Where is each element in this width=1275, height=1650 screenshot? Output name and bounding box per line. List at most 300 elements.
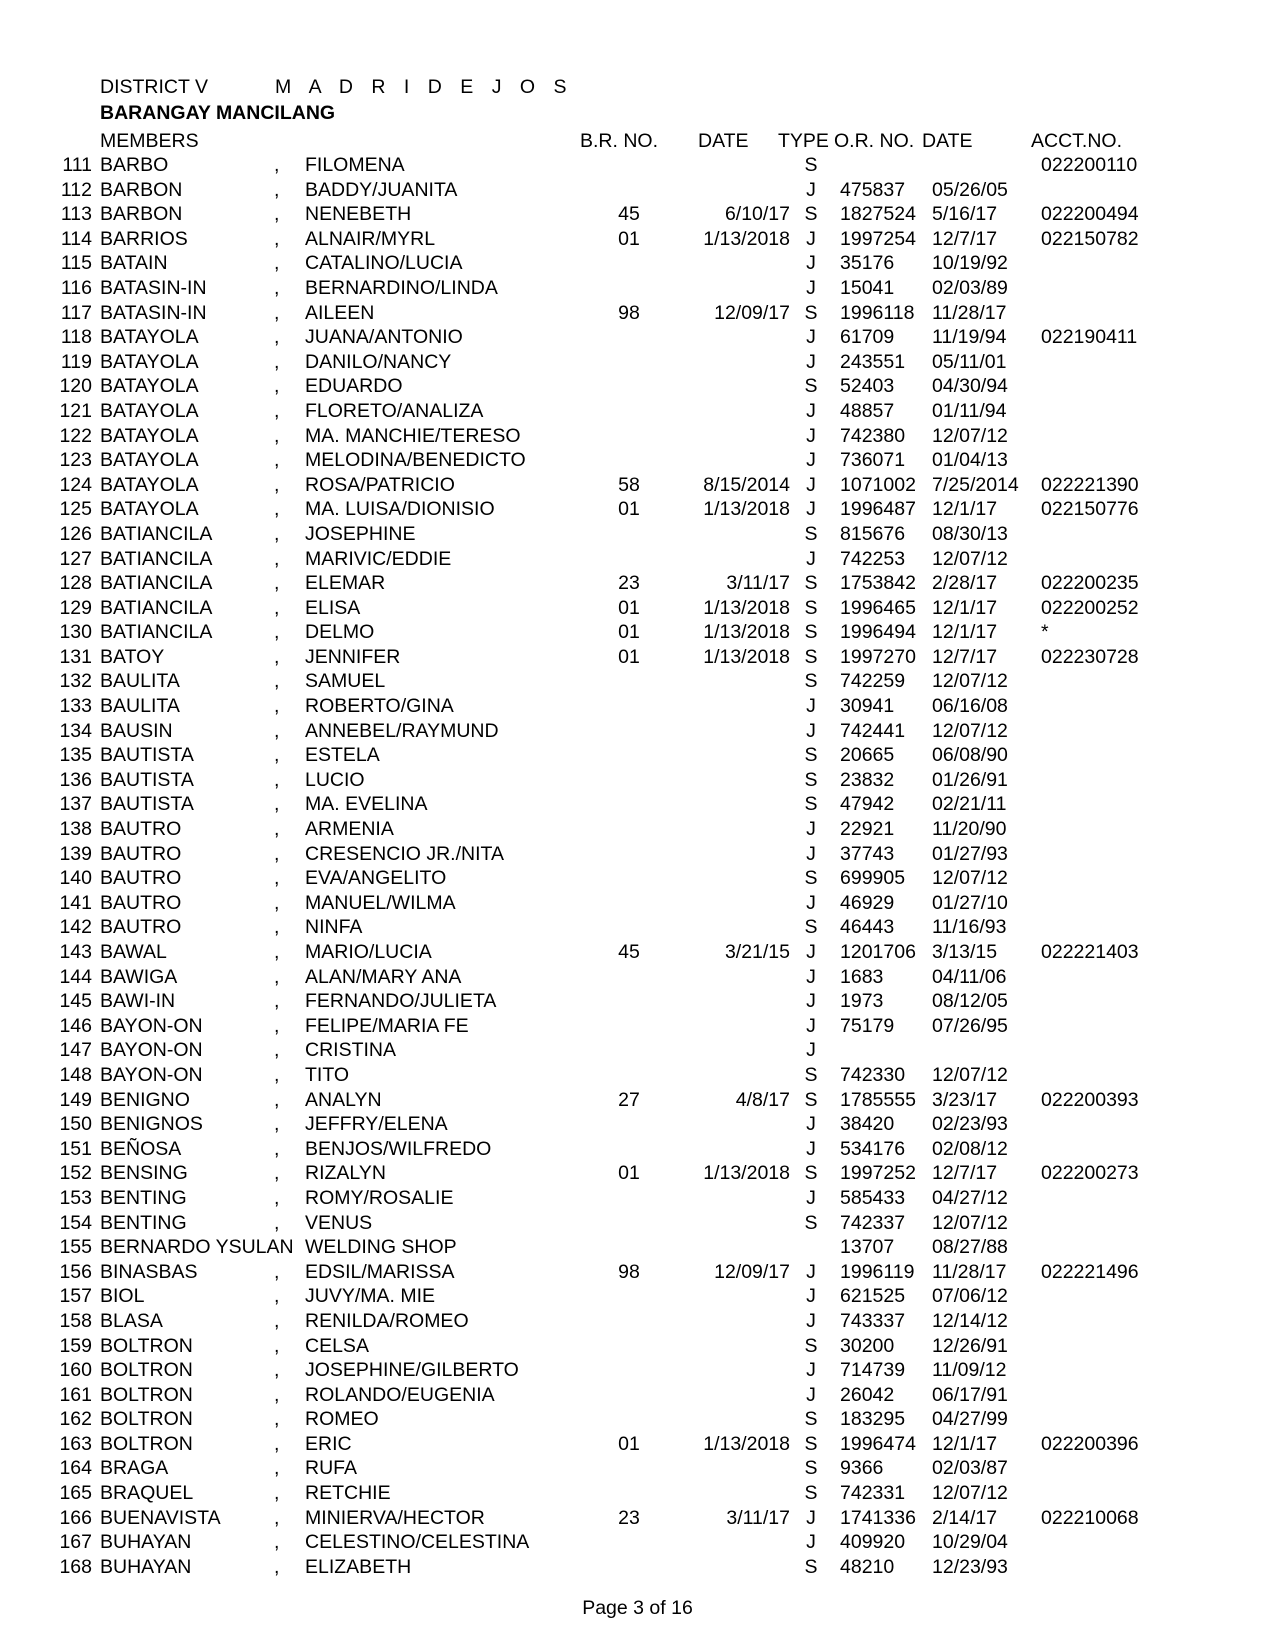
row-number: 123 (59, 449, 92, 472)
account-number: 022210068 (1041, 1506, 1139, 1529)
last-name: BUENAVISTA (100, 1506, 221, 1529)
or-number: 1997270 (840, 645, 916, 668)
member-type: S (804, 744, 818, 767)
last-name: BAUTRO (100, 891, 182, 914)
br-number: 23 (618, 572, 640, 595)
or-date: 3/23/17 (932, 1088, 998, 1111)
last-name: BAYON-ON (100, 1039, 203, 1062)
first-names: MINIERVA/HECTOR (305, 1506, 485, 1529)
first-names: AILEEN (305, 301, 375, 324)
row-number: 115 (60, 252, 92, 275)
name-separator: , (274, 178, 280, 201)
or-date: 3/13/15 (932, 941, 998, 963)
row-number: 134 (59, 719, 92, 742)
br-number: 01 (618, 621, 640, 644)
or-number: 47942 (840, 793, 895, 816)
row-number: 155 (59, 1236, 92, 1259)
or-date: 02/03/89 (932, 276, 1008, 299)
or-date: 12/1/17 (932, 596, 998, 619)
table-row (0, 1407, 1275, 1432)
or-date: 06/08/90 (932, 744, 1008, 767)
last-name: BOLTRON (100, 1432, 193, 1455)
or-number: 1753842 (840, 572, 916, 595)
row-number: 154 (59, 1211, 92, 1234)
or-number: 52403 (840, 375, 895, 398)
member-type: J (806, 1285, 816, 1308)
last-name: BAUSIN (100, 719, 173, 742)
table-row (0, 1161, 1275, 1186)
first-names: BERNARDINO/LINDA (305, 276, 498, 299)
account-number: 022150776 (1041, 498, 1139, 521)
member-type: S (804, 572, 818, 595)
name-separator: , (274, 1162, 280, 1185)
row-number: 126 (59, 522, 92, 545)
br-date: 3/21/15 (724, 941, 790, 963)
or-number: 699905 (840, 867, 906, 890)
name-separator: , (274, 424, 280, 447)
row-number: 132 (59, 670, 92, 693)
first-names: BENJOS/WILFREDO (305, 1137, 492, 1160)
last-name: BATOY (100, 645, 165, 668)
row-number: 146 (59, 1014, 92, 1037)
or-date: 12/26/91 (932, 1334, 1008, 1357)
member-type: S (804, 670, 818, 693)
last-name: BENSING (100, 1162, 188, 1185)
table-row (0, 1506, 1275, 1531)
name-separator: , (274, 301, 280, 324)
last-name: BATAIN (100, 252, 168, 275)
table-row (0, 1432, 1275, 1457)
table-row (0, 1334, 1275, 1359)
name-separator: , (274, 645, 280, 668)
row-number: 148 (59, 1063, 92, 1086)
name-separator: , (274, 1309, 280, 1332)
member-type: S (804, 1063, 818, 1086)
or-number: 742331 (840, 1482, 906, 1505)
or-date: 12/07/12 (932, 1211, 1008, 1234)
name-separator: , (274, 154, 280, 176)
or-number: 742253 (840, 547, 906, 570)
name-separator: , (274, 1260, 280, 1283)
member-type: J (806, 1137, 816, 1160)
table-row (0, 424, 1275, 449)
last-name: BATAYOLA (100, 498, 199, 521)
or-number: 48857 (840, 399, 895, 422)
or-date: 12/14/12 (932, 1309, 1008, 1332)
row-number: 124 (59, 473, 92, 496)
table-row (0, 448, 1275, 473)
member-type: J (806, 941, 816, 963)
row-number: 159 (59, 1334, 92, 1357)
table-row (0, 842, 1275, 867)
last-name: BAWAL (100, 941, 167, 963)
table-row (0, 350, 1275, 375)
row-number: 136 (59, 768, 92, 791)
or-number: 1996494 (840, 621, 916, 644)
member-type: S (804, 375, 818, 398)
or-date: 06/17/91 (932, 1383, 1008, 1406)
first-names: ELIZABETH (305, 1555, 412, 1578)
table-row (0, 547, 1275, 572)
last-name: BATASIN-IN (100, 301, 207, 324)
district-label: DISTRICT V (100, 76, 208, 98)
table-row (0, 1481, 1275, 1506)
last-name: BAUTRO (100, 842, 182, 865)
account-number: 022200235 (1041, 572, 1139, 595)
table-row (0, 669, 1275, 694)
table-row (0, 1063, 1275, 1088)
or-number: 742337 (840, 1211, 906, 1234)
member-type: J (806, 1309, 816, 1332)
table-row (0, 1284, 1275, 1309)
row-number: 160 (59, 1359, 92, 1382)
row-number: 112 (60, 178, 92, 201)
table-row (0, 178, 1275, 203)
or-number: 742259 (840, 670, 906, 693)
name-separator: , (274, 818, 280, 841)
name-separator: , (274, 498, 280, 521)
name-separator: , (274, 276, 280, 299)
last-name: BATAYOLA (100, 350, 199, 373)
row-number: 142 (59, 916, 92, 939)
name-separator: , (274, 203, 280, 226)
member-type: J (806, 891, 816, 914)
last-name: BARBON (100, 203, 183, 226)
table-row (0, 202, 1275, 227)
or-date: 02/23/93 (932, 1113, 1008, 1136)
or-date: 12/07/12 (932, 424, 1008, 447)
last-name: BAUTRO (100, 818, 182, 841)
table-row (0, 596, 1275, 621)
table-row (0, 153, 1275, 178)
name-separator: , (274, 572, 280, 595)
or-date: 04/27/12 (932, 1186, 1008, 1209)
table-row (0, 1383, 1275, 1408)
row-number: 128 (59, 572, 92, 595)
member-type: J (806, 473, 816, 496)
first-names: MA. MANCHIE/TERESO (305, 424, 521, 447)
member-type: S (804, 793, 818, 816)
table-row (0, 620, 1275, 645)
or-date: 12/07/12 (932, 1063, 1008, 1086)
name-separator: , (274, 326, 280, 349)
or-number: 20665 (840, 744, 895, 767)
row-number: 166 (59, 1506, 92, 1529)
br-date: 3/11/17 (726, 572, 790, 595)
or-number: 534176 (840, 1137, 906, 1160)
table-row (0, 866, 1275, 891)
first-names: CELSA (305, 1334, 369, 1357)
or-date: 10/29/04 (932, 1531, 1008, 1554)
first-names: CRESENCIO JR./NITA (305, 842, 504, 865)
br-number: 01 (618, 596, 640, 619)
name-separator: , (274, 596, 280, 619)
row-number: 168 (59, 1555, 92, 1578)
br-date: 1/13/2018 (703, 645, 790, 668)
member-type: J (806, 719, 816, 742)
last-name: BRAGA (100, 1457, 169, 1480)
account-number: 022221403 (1041, 941, 1139, 963)
or-number: 38420 (840, 1113, 895, 1136)
or-date: 11/16/93 (932, 916, 1007, 939)
row-number: 111 (62, 154, 92, 176)
table-row (0, 1211, 1275, 1236)
or-number: 35176 (840, 252, 895, 275)
or-number: 1071002 (840, 473, 916, 496)
first-names: BADDY/JUANITA (305, 178, 458, 201)
row-number: 152 (59, 1162, 92, 1185)
or-number: 48210 (840, 1555, 895, 1578)
last-name: BATIANCILA (100, 621, 213, 644)
last-name: BAUTISTA (100, 768, 194, 791)
member-type: J (806, 1506, 816, 1529)
br-number: 01 (618, 1162, 640, 1185)
or-date: 2/28/17 (932, 572, 998, 595)
or-date: 04/30/94 (932, 375, 1008, 398)
row-number: 133 (59, 695, 92, 718)
name-separator: , (274, 547, 280, 570)
first-names: ROSA/PATRICIO (305, 473, 455, 496)
member-type: J (806, 178, 816, 201)
name-separator: , (274, 473, 280, 496)
table-row (0, 251, 1275, 276)
last-name: BAYON-ON (100, 1014, 203, 1037)
member-type: J (806, 498, 816, 521)
member-type: J (806, 1039, 816, 1062)
name-separator: , (274, 350, 280, 373)
or-number: 243551 (840, 350, 906, 373)
row-number: 121 (59, 399, 92, 422)
or-date: 02/03/87 (932, 1457, 1008, 1480)
table-row (0, 374, 1275, 399)
row-number: 143 (59, 941, 92, 963)
br-number: 45 (618, 941, 640, 963)
member-type: S (804, 1408, 818, 1431)
table-row (0, 1112, 1275, 1137)
first-names: ROMEO (305, 1408, 379, 1431)
row-number: 138 (59, 818, 92, 841)
or-number: 742441 (840, 719, 906, 742)
row-number: 149 (59, 1088, 92, 1111)
last-name: BARBO (100, 154, 169, 176)
br-date: 1/13/2018 (703, 596, 790, 619)
or-date: 11/09/12 (932, 1359, 1007, 1382)
or-number: 183295 (840, 1408, 906, 1431)
member-type: J (806, 695, 816, 718)
or-date: 12/1/17 (932, 1432, 998, 1455)
table-row (0, 1038, 1275, 1063)
member-type: S (804, 1334, 818, 1357)
last-name: BATIANCILA (100, 547, 213, 570)
first-names: FELIPE/MARIA FE (305, 1014, 469, 1037)
first-names: LUCIO (305, 768, 365, 791)
or-date: 01/27/10 (932, 891, 1008, 914)
member-type: S (804, 916, 818, 939)
table-row (0, 1014, 1275, 1039)
or-date: 04/11/06 (932, 965, 1007, 988)
row-number: 141 (59, 891, 92, 914)
last-name: BENTING (100, 1211, 187, 1234)
or-number: 26042 (840, 1383, 895, 1406)
last-name: BOLTRON (100, 1408, 193, 1431)
or-number: 714739 (840, 1359, 906, 1382)
name-separator: , (274, 744, 280, 767)
last-name: BEÑOSA (100, 1137, 182, 1160)
or-date: 12/07/12 (932, 547, 1008, 570)
row-number: 161 (59, 1383, 92, 1406)
row-number: 137 (59, 793, 92, 816)
or-date: 05/11/01 (932, 350, 1007, 373)
col-acct-no-header: ACCT.NO. (1031, 130, 1123, 152)
or-date: 07/06/12 (932, 1285, 1008, 1308)
or-date: 08/12/05 (932, 990, 1008, 1013)
table-row (0, 915, 1275, 940)
first-names: RENILDA/ROMEO (305, 1309, 469, 1332)
member-type: J (806, 326, 816, 349)
table-row (0, 891, 1275, 916)
first-names: RIZALYN (305, 1162, 386, 1185)
first-names: JUANA/ANTONIO (305, 326, 463, 349)
row-number: 151 (59, 1137, 92, 1160)
name-separator: , (274, 375, 280, 398)
br-number: 98 (618, 301, 640, 324)
row-number: 131 (59, 645, 92, 668)
account-number: * (1041, 621, 1049, 644)
or-date: 12/7/17 (932, 1162, 998, 1185)
last-name: BAULITA (100, 695, 180, 718)
or-number: 736071 (840, 449, 906, 472)
br-number: 98 (618, 1260, 640, 1283)
first-names: EDSIL/MARISSA (305, 1260, 455, 1283)
name-separator: , (274, 449, 280, 472)
last-name: BIOL (100, 1285, 145, 1308)
or-number: 15041 (840, 276, 895, 299)
or-date: 11/20/90 (932, 818, 1007, 841)
first-names: NINFA (305, 916, 363, 939)
table-row (0, 325, 1275, 350)
name-separator: , (274, 965, 280, 988)
row-number: 164 (59, 1457, 92, 1480)
name-separator: , (274, 768, 280, 791)
or-date: 12/1/17 (932, 621, 998, 644)
name-separator: , (274, 399, 280, 422)
member-type: S (804, 522, 818, 545)
member-type: J (806, 818, 816, 841)
or-number: 1996474 (840, 1432, 916, 1455)
row-number: 157 (59, 1285, 92, 1308)
name-separator: , (274, 621, 280, 644)
or-date: 02/08/12 (932, 1137, 1008, 1160)
name-separator: , (274, 1531, 280, 1554)
table-row (0, 1555, 1275, 1580)
member-type: S (804, 645, 818, 668)
row-number: 167 (59, 1531, 92, 1554)
or-date: 11/28/17 (932, 1260, 1007, 1283)
row-number: 122 (59, 424, 92, 447)
br-number: 23 (618, 1506, 640, 1529)
last-name: BENIGNO (100, 1088, 190, 1111)
member-type: J (806, 399, 816, 422)
table-row (0, 571, 1275, 596)
or-number: 1997254 (840, 227, 916, 250)
last-name: BATIANCILA (100, 572, 213, 595)
table-row (0, 817, 1275, 842)
member-type: J (806, 965, 816, 988)
member-type: S (804, 768, 818, 791)
name-separator: , (274, 990, 280, 1013)
first-names: RUFA (305, 1457, 358, 1480)
col-or-date-header: DATE (922, 130, 973, 152)
first-names: NENEBETH (305, 203, 412, 226)
or-number: 743337 (840, 1309, 906, 1332)
first-names: ALAN/MARY ANA (305, 965, 462, 988)
first-names: JOSEPHINE/GILBERTO (305, 1359, 519, 1382)
table-row (0, 743, 1275, 768)
or-number: 46443 (840, 916, 895, 939)
name-separator: , (274, 1039, 280, 1062)
first-names: VENUS (305, 1211, 373, 1234)
first-names: JUVY/MA. MIE (305, 1285, 436, 1308)
table-row (0, 227, 1275, 252)
br-number: 27 (618, 1088, 640, 1111)
name-separator: , (274, 1408, 280, 1431)
last-name: BINASBAS (100, 1260, 198, 1283)
or-number: 815676 (840, 522, 906, 545)
member-type: S (804, 154, 818, 176)
barangay-label: BARANGAY MANCILANG (100, 102, 336, 124)
name-separator: , (274, 1359, 280, 1382)
or-number: 1683 (840, 965, 884, 988)
row-number: 147 (59, 1039, 92, 1062)
last-name: BAYON-ON (100, 1063, 203, 1086)
first-names: RETCHIE (305, 1482, 391, 1505)
first-names: EVA/ANGELITO (305, 867, 447, 890)
row-number: 130 (59, 621, 92, 644)
or-date: 07/26/95 (932, 1014, 1008, 1037)
member-type: S (804, 1162, 818, 1185)
or-date: 12/07/12 (932, 670, 1008, 693)
first-names: EDUARDO (305, 375, 403, 398)
member-type: J (806, 1014, 816, 1037)
or-date: 01/11/94 (932, 399, 1007, 422)
table-row (0, 1186, 1275, 1211)
first-names: ANALYN (305, 1088, 382, 1111)
name-separator: , (274, 1113, 280, 1136)
or-number: 585433 (840, 1186, 906, 1209)
name-separator: , (274, 916, 280, 939)
member-type: S (804, 1432, 818, 1455)
or-number: 13707 (840, 1236, 895, 1259)
or-number: 1973 (840, 990, 884, 1013)
br-number: 01 (618, 645, 640, 668)
col-or-no-header: O.R. NO. (834, 130, 915, 152)
first-names: WELDING SHOP (305, 1236, 457, 1259)
first-names: ROMY/ROSALIE (305, 1186, 454, 1209)
row-number: 125 (59, 498, 92, 521)
br-date: 1/13/2018 (703, 621, 790, 644)
last-name: BATIANCILA (100, 522, 213, 545)
last-name: BUHAYAN (100, 1531, 192, 1554)
row-number: 158 (59, 1309, 92, 1332)
member-type: J (806, 449, 816, 472)
member-type: J (806, 842, 816, 865)
account-number: 022221390 (1041, 473, 1139, 496)
account-number: 022190411 (1041, 326, 1138, 349)
member-type: J (806, 1359, 816, 1382)
or-number: 23832 (840, 768, 895, 791)
or-number: 1785555 (840, 1088, 916, 1111)
br-date: 6/10/17 (724, 203, 790, 226)
